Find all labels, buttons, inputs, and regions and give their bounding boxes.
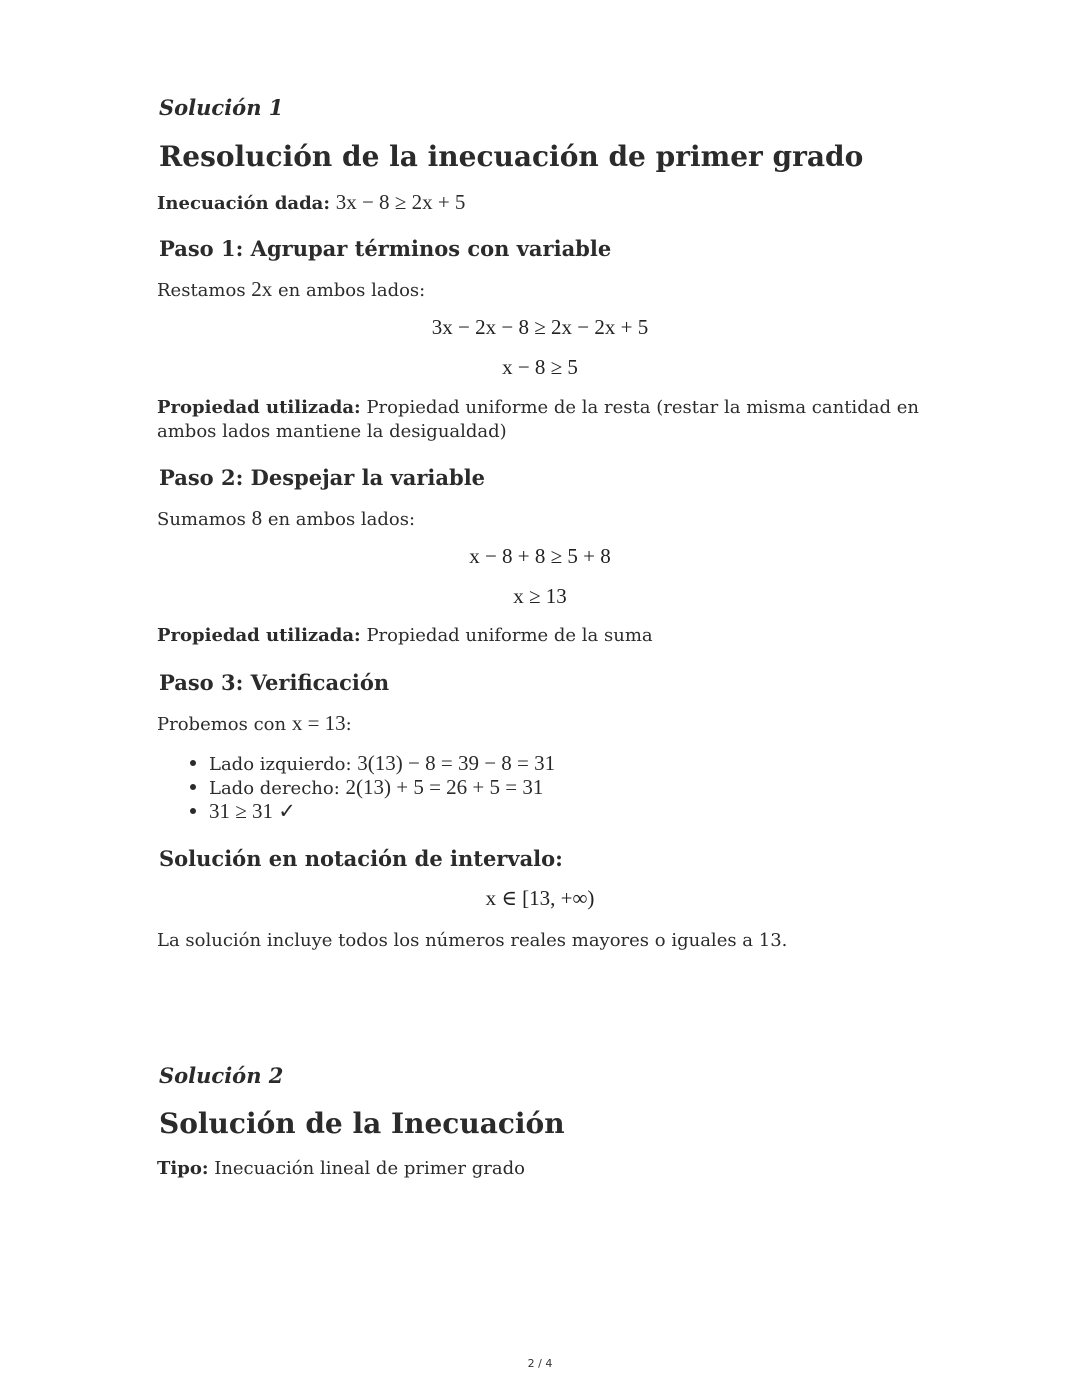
step-3-heading: Paso 3: Verificación xyxy=(159,670,390,695)
step-1-intro-post: en ambos lados: xyxy=(272,280,426,301)
step-2-property-text: Propiedad uniforme de la suma xyxy=(366,625,653,646)
step-2-equation-1: x − 8 + 8 ≥ 5 + 8 xyxy=(469,544,611,568)
step-2-intro xyxy=(157,506,415,531)
solution-1-title: Resolución de la inecuación de primer grado xyxy=(159,140,864,173)
list-item xyxy=(209,751,555,775)
solution-2-title: Solución de la Inecuación xyxy=(159,1107,565,1140)
step-1-property-label: Propiedad utilizada: xyxy=(157,397,361,418)
verification-left-label: Lado izquierdo: xyxy=(209,754,358,775)
interval-conclusion: La solución incluye todos los números reales mayores o iguales a 13. xyxy=(157,930,788,951)
step-2-intro-post: en ambos lados: xyxy=(262,509,416,530)
list-item xyxy=(209,775,555,799)
step-1-intro xyxy=(157,277,425,302)
given-label: Inecuación dada: xyxy=(157,193,330,214)
solution-2-type xyxy=(157,1158,525,1179)
interval-expression: x ∈ [13, +∞) xyxy=(485,886,595,910)
step-1-equation-1: 3x − 2x − 8 ≥ 2x − 2x + 5 xyxy=(431,315,649,339)
verification-right-label: Lado derecho: xyxy=(209,778,346,799)
page-number: 2 / 4 xyxy=(527,1357,553,1370)
solution-2-type-text: Inecuación lineal de primer grado xyxy=(214,1158,525,1179)
given-inequality xyxy=(157,190,465,215)
step-2-equation-2: x ≥ 13 xyxy=(513,584,567,608)
step-1-property-text: Propiedad uniforme de la resta (restar la misma cantidad en ambos lados mantiene la desigualdad) xyxy=(157,397,919,442)
solution-1-label: Solución 1 xyxy=(159,95,284,120)
verification-check-math: 31 ≥ 31 ✓ xyxy=(209,799,296,823)
step-3-intro-post: : xyxy=(345,714,352,735)
step-1-intro-math: 2x xyxy=(251,277,273,301)
step-2-heading: Paso 2: Despejar la variable xyxy=(159,465,486,490)
given-expression: 3x − 8 ≥ 2x + 5 xyxy=(335,190,466,214)
step-3-intro-pre: Probemos con xyxy=(157,714,292,735)
step-1-equation-2: x − 8 ≥ 5 xyxy=(502,355,578,379)
step-3-intro xyxy=(157,711,352,736)
verification-list xyxy=(185,751,555,823)
solution-2-type-label: Tipo: xyxy=(157,1158,209,1179)
step-2-intro-math: 8 xyxy=(251,506,263,530)
interval-heading: Solución en notación de intervalo: xyxy=(159,846,563,871)
step-3-intro-math: x = 13 xyxy=(291,711,346,735)
step-1-property xyxy=(157,396,927,444)
step-1-intro-pre: Restamos xyxy=(157,280,252,301)
verification-left-math: 3(13) − 8 = 39 − 8 = 31 xyxy=(357,751,556,775)
step-2-property xyxy=(157,625,653,646)
step-2-intro-pre: Sumamos xyxy=(157,509,252,530)
solution-2-label: Solución 2 xyxy=(159,1063,284,1088)
step-2-property-label: Propiedad utilizada: xyxy=(157,625,361,646)
verification-right-math: 2(13) + 5 = 26 + 5 = 31 xyxy=(345,775,544,799)
step-1-heading: Paso 1: Agrupar términos con variable xyxy=(159,236,612,261)
list-item xyxy=(209,799,555,823)
